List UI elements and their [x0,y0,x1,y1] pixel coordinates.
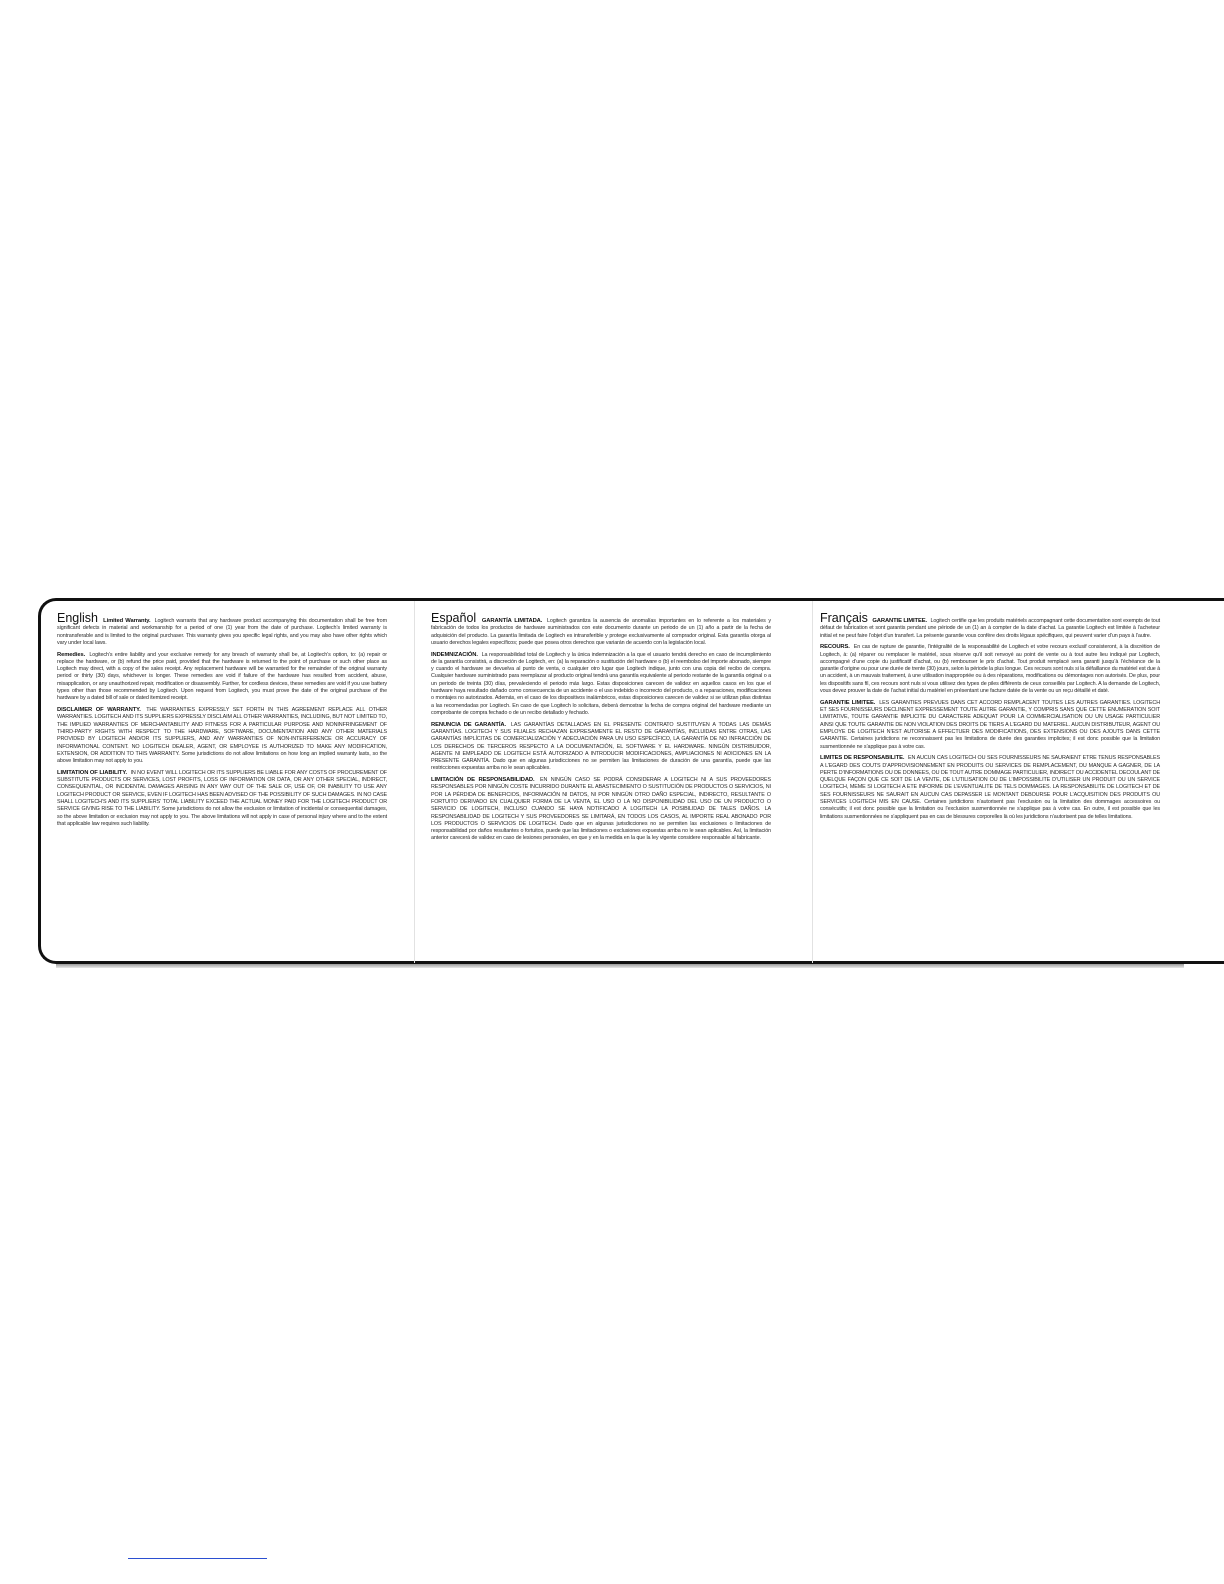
spanish-indemnization-text: La responsabilidad total de Logitech y la única indemnización a la que el usuario tendrá derecho en caso de incumplimiento de la garantía consistirá, a discreción de Logitech, en: (a) la reparación o sustitución del hardware o (b) el reembolso del importe abonado, siempre y cuando el hardware se devuelva al punto de venta, o cualquier otro lugar que Logitech indique, junto con una copia del recibo de compra. Cualquier hardware suministrado para reemplazar al producto original tendrá una garantía equivalente al periodo restante de la garantía original o a un periodo de treinta (30) días, prevaleciendo el periodo más largo. Estas disposiciones carecen de validez en aquellos casos en los que el hardware haya resultado dañado como consecuencia de un accidente o el uso indebido o incorrecto del producto, o a reparaciones, modificaciones o montajes no autorizados. Además, en el caso de los dispositivos inalámbricos, estas disposiciones carecen de validez si se utilizan pilas distintas a las recomendadas por Logitech. En caso de que Logitech lo solicitara, deberá demostrar la fecha de compra original del hardware mediante un comprobante de compra fechado o de un recibo detallado y fechado. [431,651,771,716]
spanish-liability-paragraph [431,777,771,843]
spanish-indemnization-heading: INDEMNIZACIÓN. [431,651,478,658]
french-column [820,611,1160,825]
spanish-liability-heading: LIMITACIÓN DE RESPONSABILIDAD. [431,777,535,784]
spanish-language-heading: Español [431,611,477,625]
fold-line-right [812,601,813,963]
fold-line-left [414,601,415,963]
english-liability-paragraph [57,770,387,828]
french-limited-warranty-text: Logitech certifie que les produits matériels accompagnant cette documentation sont exempts de tout défaut de fabrication et sont garantis pendant une période de un (1) an à compter de la date d’achat. La garantie Logitech est limitée à l’acheteur initial et ne peut faire l’objet d’un transfert. La présente garantie vous confère des droits légaux spécifiques, qui peuvent varier d’un pays à l’autre. [820,618,1160,639]
english-column [57,611,387,833]
spanish-limited-warranty-text: Logitech garantiza la ausencia de anomalías importantes en lo referente a los materiales y fabricación de todos los productos de hardware suministrados con este documento durante un periodo de un (1) año a partir de la fecha de adquisición del producto. La garantía limitada de Logitech es intransferible y protege exclusivamente al comprador original. Esta garantía otorga al usuario derechos legales específicos; puede que posea otros derechos que variarán de acuerdo con la legislación local. [431,618,771,646]
french-liability-paragraph [820,755,1160,821]
spanish-waiver-heading: RENUNCIA DE GARANTÍA. [431,721,506,728]
spanish-liability-text: EN NINGÚN CASO SE PODRÁ CONSIDERAR A LOGITECH NI A SUS PROVEEDORES RESPONSABLES POR NINGÚN COSTE INCURRIDO DURANTE EL ABASTECIMIENTO O SUSTITUCIÓN DE PRODUCTOS O SERVICIOS, NI POR LA PÉRDIDA DE BENEFICIOS, INFORMACIÓN NI DATOS, NI POR NINGÚN OTRO DAÑO ESPECIAL, INDIRECTO, RESULTANTE O FORTUITO DERIVADO EN CUALQUIER FORMA DE LA VENTA, EL USO O LA NO DISPONIBILIDAD DEL USO DE UN PRODUCTO O SERVICIO DE LOGITECH, INCLUSO CUANDO SE HAYA NOTIFICADO A LOGITECH LA POSIBILIDAD DE TALES DAÑOS. LA RESPONSABILIDAD DE LOGITECH Y SUS PROVEEDORES SE LIMITARÁ, EN TODOS LOS CASOS, AL IMPORTE REAL ABONADO POR LOS PRODUCTOS O SERVICIOS DE LOGITECH. Dado que en algunas jurisdicciones no se permiten las exclusiones o limitaciones de responsabilidad por daños resultantes o fortuitos, puede que las limitaciones o exclusiones expuestas arriba no le sean aplicables. Así, la limitación anterior carecerá de validez en caso de lesiones personales, en que y en la medida en la que la ley vigente considere responsable al fabricante. [431,777,771,842]
english-liability-heading: LIMITATION OF LIABILITY. [57,769,127,776]
spanish-waiver-text: LAS GARANTÍAS DETALLADAS EN EL PRESENTE CONTRATO SUSTITUYEN A TODAS LAS DEMÁS GARANTÍAS. LOGITECH Y SUS FILIALES RECHAZAN EXPRESAMENTE EL RESTO DE GARANTÍAS, INCLUIDAS ENTRE OTRAS, LAS GARANTÍAS IMPLÍCITAS DE COMERCIALIZACIÓN Y ADECUACIÓN PARA UN USO ESPECÍFICO, LA GARANTÍA DE NO INFRACCIÓN DE LOS DERECHOS DE TERCEROS RESPECTO A LA DOCUMENTACIÓN, EL SOFTWARE Y EL HARDWARE. NINGÚN DISTRIBUIDOR, AGENTE NI EMPLEADO DE LOGITECH ESTÁ AUTORIZADO A INTRODUCIR MODIFICACIONES, AMPLIACIONES NI ADICIONES EN LA PRESENTE GARANTÍA. Dado que en algunas jurisdicciones no se permiten las limitaciones de duración de una garantía, puede que las restricciones expuestas arriba no le sean aplicables. [431,721,771,772]
english-intro-paragraph [57,611,387,647]
english-disclaimer-heading: DISCLAIMER OF WARRANTY. [57,707,141,714]
card-shadow [56,964,1184,968]
english-language-heading: English [57,611,98,625]
english-liability-text: IN NO EVENT WILL LOGITECH OR ITS SUPPLIERS BE LIABLE FOR ANY COSTS OF PROCUREMENT OF SUBSTITUTE PRODUCTS OR SERVICES, LOST PROFITS, LOSS OF INFORMATION OR DATA, OR ANY OTHER SPECIAL, INDIRECT, CONSEQUENTIAL, OR INCIDENTAL DAMAGES ARISING IN ANY WAY OUT OF THE SALE OF, USE OF, OR INABILITY TO USE ANY LOGITECH PRODUCT OR SERVICE, EVEN IF LOGITECH HAS BEEN ADVISED OF THE POSSIBILITY OF SUCH DAMAGES. IN NO CASE SHALL LOGITECH’S AND ITS SUPPLIERS’ TOTAL LIABILITY EXCEED THE ACTUAL MONEY PAID FOR THE LOGITECH PRODUCT OR SERVICE GIVING RISE TO THE LIABILITY. Some jurisdictions do not allow the exclusion or limitation of incidental or consequential damages, so the above limitation or exclusion may not apply to you. The above limitations will not apply in case of personal injury where and to the extent that applicable law requires such liability. [57,769,387,827]
french-limited-text: LES GARANTIES PREVUES DANS CET ACCORD REMPLACENT TOUTES LES AUTRES GARANTIES. LOGITECH ET SES FOURNISSEURS DECLINENT EXPRESSEMENT TOUTE AUTRE GARANTIE, Y COMPRIS SANS QUE CETTE ENUMERATION SOIT LIMITATIVE, TOUTE GARANTIE IMPLICITE DU CARACTERE ADEQUAT POUR LA COMMERCIALISATION OU UN USAGE PARTICULIER AINSI QUE TOUTE GARANTIE DE NON VIOLATION DES DROITS DE TIERS A L’EGARD DU MATERIEL. AUCUN DISTRIBUTEUR, AGENT OU EMPLOYE DE LOGITECH N’EST AUTORISE A EFFECTUER DES MODIFICATIONS, DES EXTENSIONS OU DES AJOUTS DANS CETTE GARANTIE. Certaines juridictions ne reconnaissent pas les limitations de durée des garanties implicites; il est donc possible que la limitation susmentionnée ne s’applique pas à votre cas. [820,699,1160,750]
spanish-column [431,611,771,847]
french-language-heading: Français [820,611,868,625]
spanish-waiver-paragraph [431,722,771,773]
french-recourse-paragraph [820,644,1160,695]
french-liability-text: EN AUCUN CAS LOGITECH OU SES FOURNISSEURS NE SAURAIENT ETRE TENUS RESPONSABLES A L’EGARD DES COUTS D’APPROVISIONNEMENT EN PRODUITS OU SERVICES DE REMPLACEMENT, DU MANQUE A GAGNER, DE LA PERTE D’INFORMATIONS OU DE DONNEES, OU DE TOUT AUTRE DOMMAGE PARTICULIER, INDIRECT OU ACCIDENTEL DECOULANT DE QUELQUE FAÇON QUE CE SOIT DE LA VENTE, DE L’UTILISATION OU DE L’IMPOSSIBILITE D’UTILISER UN PRODUIT OU UN SERVICE LOGITECH, MEME SI LOGITECH A ETE INFORME DE L’EVENTUALITE DE TELS DOMMAGES. LA RESPONSABILITE DE LOGITECH ET DE SES FOURNISSEURS NE SAURAIT EN AUCUN CAS DEPASSER LE MONTANT DEBOURSE POUR L’ACQUISITION DES PRODUITS OU SERVICES LOGITECH MIS EN CAUSE. Certaines juridictions n’autorisent pas l’exclusion ou la limitation des dommages accessoires ou consécutifs; il est donc possible que la limitation ou l’exclusion susmentionnée ne s’applique pas à votre cas. En outre, il est possible que les limitations susmentionnées ne s’appliquent pas en cas de blessures corporelles là où les juridictions n’autorisent pas de telles limitations. [820,755,1160,820]
french-intro-paragraph [820,611,1160,640]
english-disclaimer-paragraph [57,707,387,765]
english-disclaimer-text: THE WARRANTIES EXPRESSLY SET FORTH IN THIS AGREEMENT REPLACE ALL OTHER WARRANTIES. LOGITECH AND ITS SUPPLIERS EXPRESSLY DISCLAIM ALL OTHER WARRANTIES, INCLUDING, BUT NOT LIMITED TO, THE IMPLIED WARRANTIES OF MERCHANTABILITY AND FITNESS FOR A PARTICULAR PURPOSE AND NONINFRINGEMENT OF THIRD-PARTY RIGHTS WITH RESPECT TO THE HARDWARE, SOFTWARE, DOCUMENTATION AND ANY OTHER MATERIALS PROVIDED BY LOGITECH AND/OR ITS SUPPLIERS, AND ANY WARRANTIES OF NON-INTERFERENCE OR ACCURACY OF INFORMATIONAL CONTENT. NO LOGITECH DEALER, AGENT, OR EMPLOYEE IS AUTHORIZED TO MAKE ANY MODIFICATION, EXTENSION, OR ADDITION TO THIS WARRANTY. Some jurisdictions do not allow limitations on how long an implied warranty lasts, so the above limitation may not apply to you. [57,707,387,765]
french-recourse-text: En cas de rupture de garantie, l’intégralité de la responsabilité de Logitech et votre recours exclusif consisteront, à la discrétion de Logitech, à: (a) réparer ou remplacer le matériel, sous réserve qu’il soit renvoyé au point de vente ou à tout autre lieu indiqué par Logitech, accompagné d’une copie du justificatif d’achat, ou (b) rembourser le prix d’achat. Tout produit remplacé sera garanti jusqu’à l’échéance de la garantie d’origine ou pour une durée de trente (30) jours, selon la période la plus longue. Ces recours sont nuls si la défaillance du matériel est due à un accident, à un mauvais traitement, à une utilisation inappropriée ou à des réparations, modifications ou démontages non autorisés. De plus, pour les dispositifs sans fil, ces recours sont nuls si vous utilisez des types de piles différents de ceux conseillés par Logitech. A la demande de Logitech, vous devez prouver la date de l’achat initial du matériel en présentant une facture datée de la vente ou un reçu détaillé et daté. [820,644,1160,695]
english-remedies-heading: Remedies. [57,651,86,658]
footnote-link-underline[interactable] [128,1558,267,1559]
spanish-limited-warranty-heading: GARANTÍA LIMITADA. [481,618,543,624]
english-limited-warranty-text: Logitech warrants that any hardware product accompanying this documentation shall be free from significant defects in material and workmanship for a period of one (1) year from the date of purchase. Logitech’s limited warranty is nontransferable and is limited to the original purchaser. This warranty gives you specific legal rights, and you may also have other rights which vary under local laws. [57,618,387,646]
spanish-indemnization-paragraph [431,652,771,718]
french-limited-paragraph [820,700,1160,751]
french-liability-heading: LIMITES DE RESPONSABILITE. [820,755,905,762]
english-remedies-paragraph [57,652,387,703]
french-recourse-heading: RECOURS. [820,644,850,651]
spanish-intro-paragraph [431,611,771,647]
french-limited-warranty-heading: GARANTIE LIMITEE. [872,618,928,624]
english-limited-warranty-heading: Limited Warranty. [103,618,151,624]
french-limited-heading: GARANTIE LIMITEE. [820,699,876,706]
english-remedies-text: Logitech’s entire liability and your exclusive remedy for any breach of warranty shall be, at Logitech’s option, to: (a) repair or replace the hardware, or (b) refund the price paid, provided that the hardware is returned to the point of purchase or such other place as Logitech may direct, with a copy of the sales receipt. Any replacement hardware will be warranted for the remainder of the original warranty period or thirty (30) days, whichever is longer. These remedies are void if failure of the hardware has resulted from accident, abuse, misapplication, or any unauthorized repair, modification or disassembly. Further, for cordless devices, these remedies are void if you use battery types other than those recommended by Logitech. Upon request from Logitech, you must prove the date of the original purchase of the hardware by a dated bill of sale or dated itemized receipt. [57,651,387,702]
